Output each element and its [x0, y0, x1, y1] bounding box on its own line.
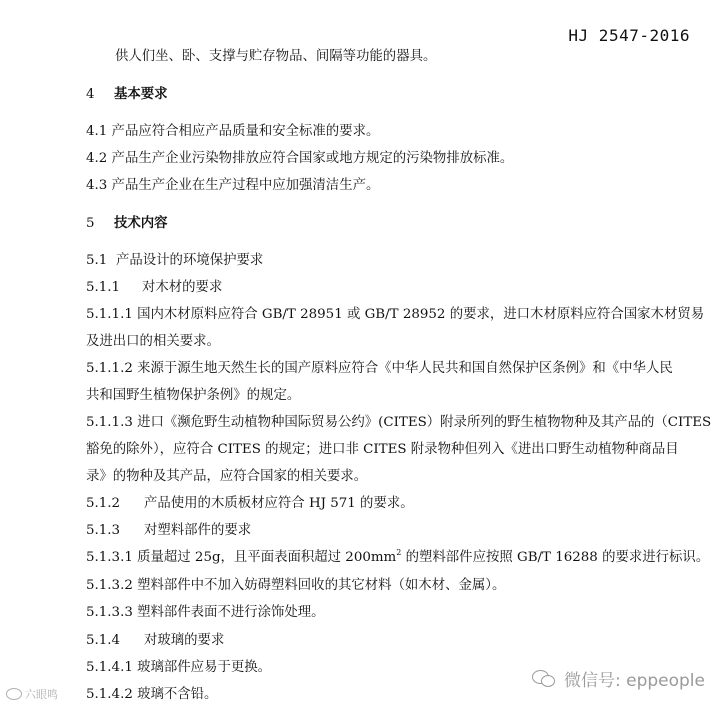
clause-5-1-1-2-line1: 5.1.1.2 来源于源生地天然生长的国产原料应符合《中华人民共和国自然保护区条例》和《中华人民	[86, 361, 673, 376]
clause-5-1-3-1	[86, 549, 709, 567]
clause-5-1	[86, 252, 263, 270]
clause-5-1-3-3: 5.1.3.3 塑料部件表面不进行涂饰处理。	[86, 605, 325, 620]
standard-number: HJ 2547-2016	[568, 26, 690, 45]
clause-4-1: 4.1 产品应符合相应产品质量和安全标准的要求。	[86, 124, 380, 139]
clause-5-1-number: 5.1	[86, 253, 108, 268]
intro-line: 供人们坐、卧、支撑与贮存物品、间隔等功能的器具。	[115, 49, 437, 64]
clause-5-1-text: 产品设计的环境保护要求	[116, 253, 264, 268]
clause-5-1-4-2: 5.1.4.2 玻璃不含铅。	[86, 687, 218, 702]
wechat-id-text: 微信号: eppeople	[563, 671, 705, 691]
clause-5-1-1-text: 对木材的要求	[142, 280, 223, 295]
section-4-title: 基本要求	[114, 87, 168, 102]
clause-5-1-3-1-prefix: 5.1.3.1 质量超过 25g，且平面表面积超过 200mm	[86, 550, 397, 565]
superscript-2: 2	[396, 548, 402, 557]
clause-5-1-2	[86, 495, 414, 513]
section-4-heading	[86, 86, 168, 104]
clause-5-1-1-2-line2: 共和国野生植物保护条例》的规定。	[86, 388, 301, 403]
clause-5-1-1	[86, 279, 222, 297]
weibo-text: 六眼鸣	[25, 688, 58, 701]
clause-5-1-1-number: 5.1.1	[86, 280, 121, 295]
clause-5-1-1-1-line1: 5.1.1.1 国内木材原料应符合 GB/T 28951 或 GB/T 28952 的要求，进口木材原料应符合国家木材贸易	[86, 307, 705, 322]
clause-5-1-1-1-line2: 及进出口的相关要求。	[86, 334, 220, 349]
clause-4-2: 4.2 产品生产企业污染物排放应符合国家或地方规定的污染物排放标准。	[86, 151, 514, 166]
wechat-watermark	[532, 666, 705, 691]
section-5-number: 5	[86, 216, 95, 231]
clause-5-1-2-text: 产品使用的木质板材应符合 HJ 571 的要求。	[144, 496, 414, 511]
clause-5-1-4	[86, 632, 224, 650]
section-5-heading	[86, 215, 168, 233]
clause-5-1-3-text: 对塑料部件的要求	[144, 523, 252, 538]
wechat-icon	[532, 670, 556, 688]
clause-4-3: 4.3 产品生产企业在生产过程中应加强清洁生产。	[86, 178, 380, 193]
clause-5-1-1-3-line3: 录》的物种及其产品，应符合国家的相关要求。	[86, 469, 368, 484]
clause-5-1-4-1: 5.1.4.1 玻璃部件应易于更换。	[86, 660, 272, 675]
clause-5-1-4-number: 5.1.4	[86, 633, 121, 648]
clause-5-1-1-3-line1: 5.1.1.3 进口《濒危野生动植物种国际贸易公约》(CITES）附录所列的野生植物物种及其产品的（CITES	[86, 415, 712, 430]
clause-5-1-1-3-line2: 豁免的除外），应符合 CITES 的规定；进口非 CITES 附录物种但列入《进出口野生动植物种商品目	[86, 442, 679, 457]
clause-5-1-4-text: 对玻璃的要求	[144, 633, 225, 648]
clause-5-1-3	[86, 522, 251, 540]
weibo-icon	[6, 688, 22, 700]
section-4-number: 4	[86, 87, 95, 102]
section-5-title: 技术内容	[114, 216, 168, 231]
clause-5-1-3-1-suffix: 的塑料部件应按照 GB/T 16288 的要求进行标识。	[401, 550, 710, 565]
clause-5-1-3-2: 5.1.3.2 塑料部件中不加入妨碍塑料回收的其它材料（如木材、金属）。	[86, 578, 506, 593]
clause-5-1-3-number: 5.1.3	[86, 523, 121, 538]
weibo-watermark	[6, 686, 58, 702]
clause-5-1-2-number: 5.1.2	[86, 496, 121, 511]
